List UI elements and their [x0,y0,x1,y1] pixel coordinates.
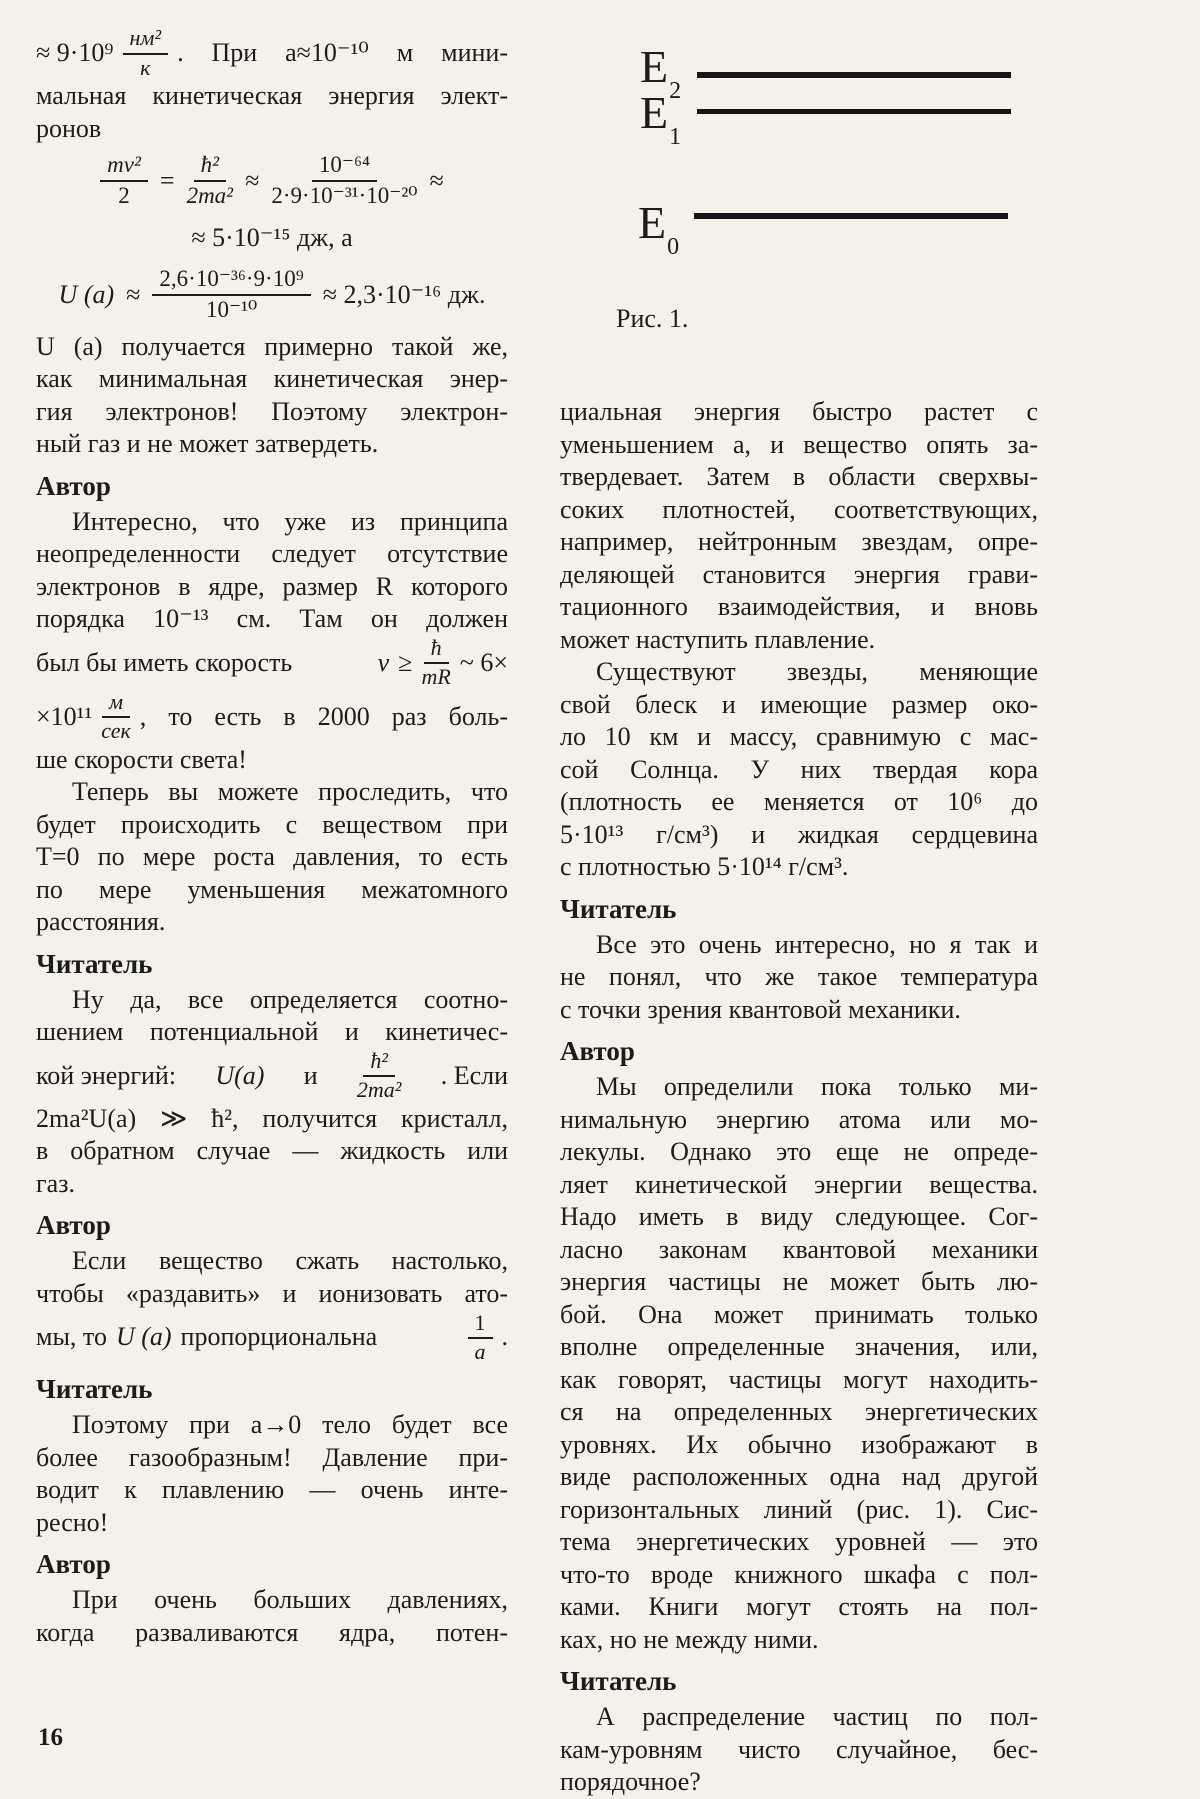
text-line: ками. Книги могут стоять на пол- [560,1592,1038,1621]
inline-formula-energies [36,1049,508,1103]
fraction: $\frac{\text{нм²}}{к}$ [123,26,169,79]
paragraph [36,80,508,145]
paragraph [36,1584,508,1649]
fraction: $\frac{м}{\text{сек}}$ [101,689,131,744]
text-line: U (a) получается примерно такой же, [36,331,508,361]
paragraph [560,1701,1038,1799]
formula-text: ≈ 9·10⁹ [36,38,114,67]
fraction: $\frac{\text{2,6·10⁻³⁶·9·10⁹}}{\text{10⁻¹⁰}}$ [152,266,310,324]
page-number: 16 [38,1724,63,1751]
formula-text: U (a) [115,1322,172,1352]
display-formula-kinetic-energy [36,145,508,217]
text-line: ронов [36,113,102,143]
paragraph [560,396,1038,656]
fraction: $\frac{\text{10⁻⁶⁴}}{\text{2·9·10⁻³¹·10⁻²⁰}}$ [271,152,418,209]
fraction: $\frac{1}{a}$ [468,1311,493,1364]
figure-energy-levels [558,28,1040,378]
formula-text: . [501,1322,508,1352]
paragraph [36,1409,508,1539]
energy-level-line-E0 [694,213,1008,219]
text-line: 2ma²U(a) ≫ ħ², получится кристалл, [36,1103,508,1133]
formula-text: мы, то [36,1322,107,1352]
formula-text: U (a) [58,279,115,309]
text-line: в обратном случае — жидкость или [36,1136,508,1166]
paragraph [36,776,508,939]
inline-formula-coulomb-constant [36,26,508,80]
text-line: с точки зрения квантовой механики. [560,994,961,1024]
text-line: бой. Она может принимать только [560,1299,1038,1329]
fraction: $\frac{\text{mv²}}{2}$ [100,152,148,210]
inline-formula-proportional [36,1310,508,1364]
text-line: порядка 10⁻¹³ см. Там он должен [36,604,508,634]
text-line: Теперь вы можете проследить, что [72,777,508,807]
formula-text: ~ 6× [459,647,508,677]
approx-sign: ≈ [245,165,260,195]
paragraph [560,656,1038,884]
text-line: При очень больших давлениях, [72,1585,508,1615]
formula-text: и [303,1060,318,1090]
text-line: уровнях. Их обычно изображают в [560,1429,1038,1459]
text-line: свой блеск и имеющие размер око- [560,689,1038,719]
text-line: ляет кинетической энергии вещества. [560,1169,1038,1199]
text-line: А распределение частиц по пол- [596,1702,1038,1731]
paragraph [36,1245,508,1310]
text-line: неопределенности следует отсутствие [36,539,508,569]
text-line: Если вещество сжать настолько, [72,1246,508,1276]
figure-caption: Рис. 1. [616,304,689,333]
text-line: с плотностью 5·10¹⁴ г/см³. [560,852,849,881]
energy-level-label-E1: $E_1$ [640,87,682,151]
approx-sign: ≈ [429,165,444,195]
inline-formula-velocity [36,636,508,690]
formula-text: пропорциональна [180,1322,378,1352]
energy-level-line-E1 [697,109,1011,114]
text-line: ло 10 км и массу, сравнимую с мас- [560,722,1038,751]
dialog-heading-author: Автор [36,470,111,501]
text-line: лекулы. Однако это еще не опреде- [560,1137,1038,1166]
text-line: ный газ и не может затвердеть. [36,429,379,459]
fraction: $\frac{\text{ħ²}}{\text{2ma²}}$ [356,1048,402,1103]
text-line: что-то вроде книжного шкафа с пол- [560,1559,1038,1589]
text-line: ше скорости света! [36,744,247,774]
text-line: виде расположенных одна над другой [560,1462,1038,1491]
text-line: тема энергетических уровней — это [560,1527,1038,1556]
fraction: $\frac{ħ}{mR}$ [421,635,451,690]
text-line: чтобы «раздавить» и ионизовать ато- [36,1278,508,1308]
approx-sign: ≈ [126,279,141,309]
equals-sign: = [159,165,175,195]
text-line: циальная энергия быстро растет с [560,397,1038,426]
text-line: мальная кинетическая энергия элект- [36,81,508,110]
text-line: тационного взаимодействия, и вновь [560,592,1038,621]
paragraph [36,506,508,636]
geq-sign: ≥ [398,647,413,677]
energy-level-line-E2 [697,72,1011,78]
text-line: Все это очень интересно, но я так и [596,929,1038,959]
dialog-heading-author: Автор [36,1210,111,1241]
text-line: не понял, что же такое температура [560,962,1038,991]
display-formula-result: ≈ 5·10⁻¹⁵ дж, а [191,222,353,252]
text-line: Существуют звезды, меняющие [596,657,1038,686]
dialog-heading-author: Автор [36,1549,111,1580]
text-line: нимальную энергию атома или мо- [560,1104,1038,1134]
text-line: сой Солнца. У них твердая кора [560,754,1038,784]
text-line: например, нейтронным звездам, опре- [560,527,1038,556]
text-line: ласно законам квантовой механики [560,1234,1038,1264]
text-line: расстояния. [36,907,166,937]
text-line: электронов в ядре, размер R которого [36,571,508,601]
text-line: ся на определенных энергетических [560,1397,1038,1426]
text-line: водит к плавлению — очень инте- [36,1475,508,1505]
text-line: когда разваливаются ядра, потен- [36,1617,508,1647]
formula-text: v [377,647,390,677]
dialog-heading-reader: Читатель [36,1374,153,1405]
text-line: газ. [36,1168,75,1198]
dialog-heading-author: Автор [560,1036,635,1066]
text-line: энергия частицы не может быть лю- [560,1267,1038,1296]
text-line: Надо иметь в виду следующее. Сог- [560,1202,1038,1231]
formula-text: ≈ 2,3·10⁻¹⁶ дж. [322,279,486,309]
text-line: ках, но не между ними. [560,1624,819,1654]
formula-text: кой энергий: [36,1060,177,1090]
paragraph [36,1103,508,1201]
text-line: уменьшением a, и вещество опять за- [560,429,1038,459]
paragraph [560,929,1038,1027]
dialog-heading-reader: Читатель [560,893,677,924]
text-line: Ну да, все определяется соотно- [72,984,508,1014]
text-line: Мы определили пока только ми- [596,1072,1038,1101]
text-line: деляющей становится энергия грави- [560,559,1038,589]
display-formula-potential-energy [36,259,508,331]
text-line: 5·10¹³ г/см³) и жидкая сердцевина [560,819,1038,849]
inline-formula-velocity-value [36,690,508,744]
formula-text: ×10¹¹ [36,701,93,731]
text-line: Интересно, что уже из принципа [72,506,508,536]
text-line: может наступить плавление. [560,624,876,654]
text-line: T=0 по мере роста давления, то есть [36,842,508,872]
text-line: порядочное? [560,1767,701,1796]
text-line: гия электронов! Поэтому электрон- [36,396,508,426]
text-line: Поэтому при a→0 тело будет все [72,1410,508,1440]
formula-text: . Если [440,1060,508,1090]
text-line: горизонтальных линий (рис. 1). Сис- [560,1494,1038,1524]
formula-text: , то есть в 2000 раз боль- [139,701,508,731]
left-column [36,26,508,1649]
text-line: вполне определенные значения, или, [560,1332,1038,1361]
dialog-heading-reader: Читатель [36,948,153,979]
text-line: более газообразным! Давление при- [36,1442,508,1472]
formula-text: U(a) [215,1060,265,1090]
text-line: шением потенциальной и кинетичес- [36,1017,508,1047]
formula-text: . При a≈10⁻¹⁰ м мини- [177,38,508,67]
text-line: как говорят, частицы могут находить- [560,1364,1038,1394]
text-line: кам-уровням чисто случайное, бес- [560,1734,1038,1764]
text-line: соких плотностей, соответствующих, [560,494,1038,524]
text-line: как минимальная кинетическая энер- [36,364,508,394]
text-line: твердевает. Затем в области сверхвы- [560,462,1038,491]
right-column [560,396,1038,1799]
paragraph [36,744,508,777]
text-line: по мере уменьшения межатомного [36,874,508,904]
text-line: будет происходить с веществом при [36,809,508,839]
text-line: (плотность ее меняется от 10⁶ до [560,787,1038,816]
text-line: ресно! [36,1507,109,1537]
dialog-heading-reader: Читатель [560,1666,677,1696]
energy-level-label-E2: $E_2$ [640,41,682,105]
paragraph [560,1071,1038,1656]
paragraph [36,984,508,1049]
paragraph [36,331,508,461]
energy-level-label-E0: $E_0$ [638,197,680,261]
fraction: $\frac{\text{ħ²}}{\text{2ma²}}$ [186,152,234,209]
formula-text: был бы иметь скорость [36,647,293,677]
